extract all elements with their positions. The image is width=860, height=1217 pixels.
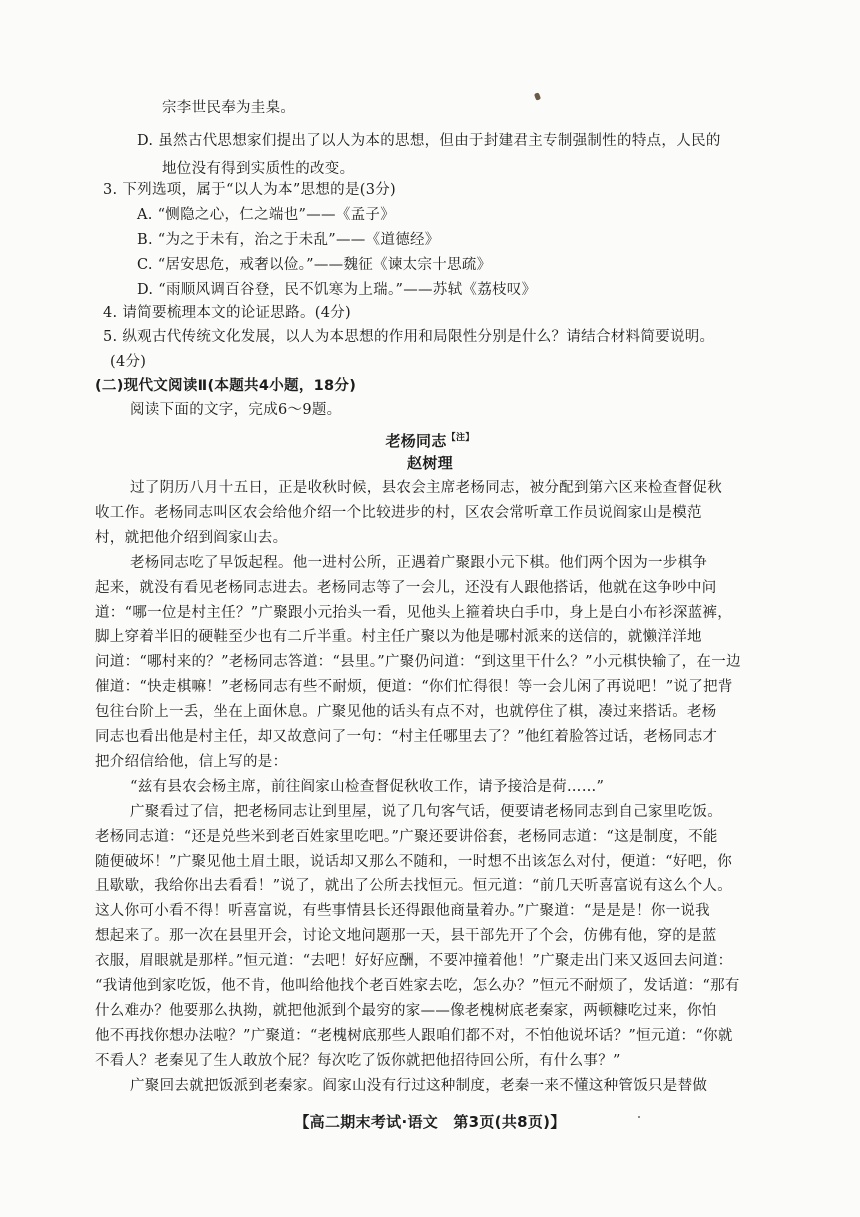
prev-option-d-continuation: 地位没有得到实质性的改变。 xyxy=(162,161,355,177)
story-body-line: 不看人？老秦见了生人敢放个屁？每次吃了饭你就把他招待回公所，有什么事？” xyxy=(95,1052,621,1069)
story-title-note-mark: 【注】 xyxy=(446,433,475,443)
question-3-option-d: D. “雨顺风调百谷登，民不饥寒为上瑞。”——苏轼《荔枝叹》 xyxy=(137,282,537,298)
story-body-line: 起来，就没有看见老杨同志进去。老杨同志等了一会儿，还没有人跟他搭话，他就在这争吵中问 xyxy=(95,579,717,596)
page-footer: 【高二期末考试·语文 第3页(共8页)】 xyxy=(294,1113,566,1131)
section-heading: (二)现代文阅读Ⅱ(本题共4小题，18分) xyxy=(95,378,357,394)
question-3-option-a: A. “恻隐之心，仁之端也”——《孟子》 xyxy=(137,207,396,223)
prev-option-continuation: 宗李世民奉为圭臬。 xyxy=(162,100,296,116)
story-body-line: 老杨同志吃了早饭起程。他一进村公所，正遇着广聚跟小元下棋。他们两个因为一步棋争 xyxy=(130,554,708,571)
story-body-line: 村，就把他介绍到阎家山去。 xyxy=(95,529,288,546)
story-body-line: 收工作。老杨同志叫区农会给他介绍一个比较进步的村，区农会常听章工作员说阎家山是模范 xyxy=(95,504,702,521)
story-body-line: 什么难办？他要那么执拗，就把他派到个最穷的家——像老槐树底老秦家，两顿糠吃过来，你怕 xyxy=(95,1002,717,1019)
story-body-line: 催道：“快走棋嘛！”老杨同志有些不耐烦，便道：“你们忙得很！等一会儿闲了再说吧！”说了把背 xyxy=(95,679,733,696)
prev-option-d: D. 虽然古代思想家们提出了以人为本的思想，但由于封建君主专制强制性的特点，人民的 xyxy=(137,133,721,149)
story-body-line: 包往台阶上一丢，坐在上面休息。广聚见他的话头有点不对，也就停住了棋，凑过来搭话。老杨 xyxy=(95,704,717,721)
story-author: 赵树理 xyxy=(407,454,453,472)
story-body-line: 广聚回去就把饭派到老秦家。阎家山没有行过这种制度，老秦一来不懂这种管饭只是替做 xyxy=(130,1077,708,1094)
story-body-line: 广聚看过了信，把老杨同志让到里屋，说了几句客气话，便要请老杨同志到自己家里吃饭。 xyxy=(130,803,722,820)
story-body-line: 道：“哪一位是村主任？”广聚跟小元抬头一看，见他头上箍着块白手巾，身上是白小布衫深蓝裤， xyxy=(95,604,733,621)
story-body-line: 把介绍信给他，信上写的是： xyxy=(95,753,288,770)
story-body-line: 脚上穿着半旧的硬鞋至少也有二斤半重。村主任广聚以为他是哪村派来的送信的，就懒洋洋地 xyxy=(95,629,702,646)
story-body-line: 问道：“哪村来的？”老杨同志答道：“县里。”广聚仍问道：“到这里干什么？”小元棋快输了，在一边 xyxy=(95,654,741,671)
story-body-line: 随便破坏！”广聚见他土眉土眼，说话却又那么不随和，一时想不出该怎么对付，便道：“好吧，你 xyxy=(95,853,733,870)
story-body-line: “兹有县农会杨主席，前往阎家山检查督促秋收工作，请予接洽是荷……” xyxy=(130,778,605,795)
question-3-option-c: C. “居安思危，戒奢以俭。”——魏征《谏太宗十思疏》 xyxy=(137,257,492,273)
story-body-line: 这人你可小看不得！听喜富说，有些事情县长还得跟他商量着办。”广聚道：“是是是！你一说我 xyxy=(95,903,710,920)
question-5-line-1: 5. 纵观古代传统文化发展，以人为本思想的作用和局限性分别是什么？请结合材料简要说明。 xyxy=(103,329,715,345)
story-title xyxy=(0,426,860,453)
question-3-option-b: B. “为之于未有，治之于未乱”——《道德经》 xyxy=(137,232,440,248)
story-body-line: 同志也看出他是村主任，却又故意问了一句：“村主任哪里去了？”他红着脸答过话，老杨同志才 xyxy=(95,729,718,745)
question-4: 4. 请简要梳理本文的论证思路。(4分) xyxy=(103,305,351,321)
story-body-line: 且歇歇，我给你出去看看！”说了，就出了公所去找恒元。恒元道：“前几天听喜富说有这么个人。 xyxy=(95,878,733,895)
question-5-line-2: (4分) xyxy=(110,354,147,370)
story-body-line: 老杨同志道：“还是兑些米到老百姓家里吃吧。”广聚还要讲俗套，老杨同志道：“这是制度，不能 xyxy=(95,828,718,845)
story-body-line: 衣服，眉眼就是那样。”恒元道：“去吧！好好应酬，不要冲撞着他！”广聚走出门来又返回去问道： xyxy=(95,953,733,970)
story-body-line: 过了阴历八月十五日，正是收秋时候，县农会主席老杨同志，被分配到第六区来检查督促秋 xyxy=(130,480,722,496)
story-body-line: “我请他到家吃饭，他不肯，他叫给他找个老百姓家去吃，怎么办？”恒元不耐烦了，发话道：“那有 xyxy=(95,978,740,994)
story-body-line: 想起来了。那一次在县里开会，讨论文地问题那一天，县干部先开了个会，仿佛有他，穿的是蓝 xyxy=(95,928,717,945)
question-3-stem: 3. 下列选项，属于“以人为本”思想的是(3分) xyxy=(103,182,397,198)
story-title-text: 老杨同志 xyxy=(385,432,447,450)
story-body-line: 他不再找你想办法啦？”广聚道：“老槐树底那些人跟咱们都不对，不怕他说坏话？”恒元道：“你就 xyxy=(95,1027,733,1044)
section-instruction: 阅读下面的文字，完成6～9题。 xyxy=(130,402,342,418)
paper-speck xyxy=(534,92,541,100)
